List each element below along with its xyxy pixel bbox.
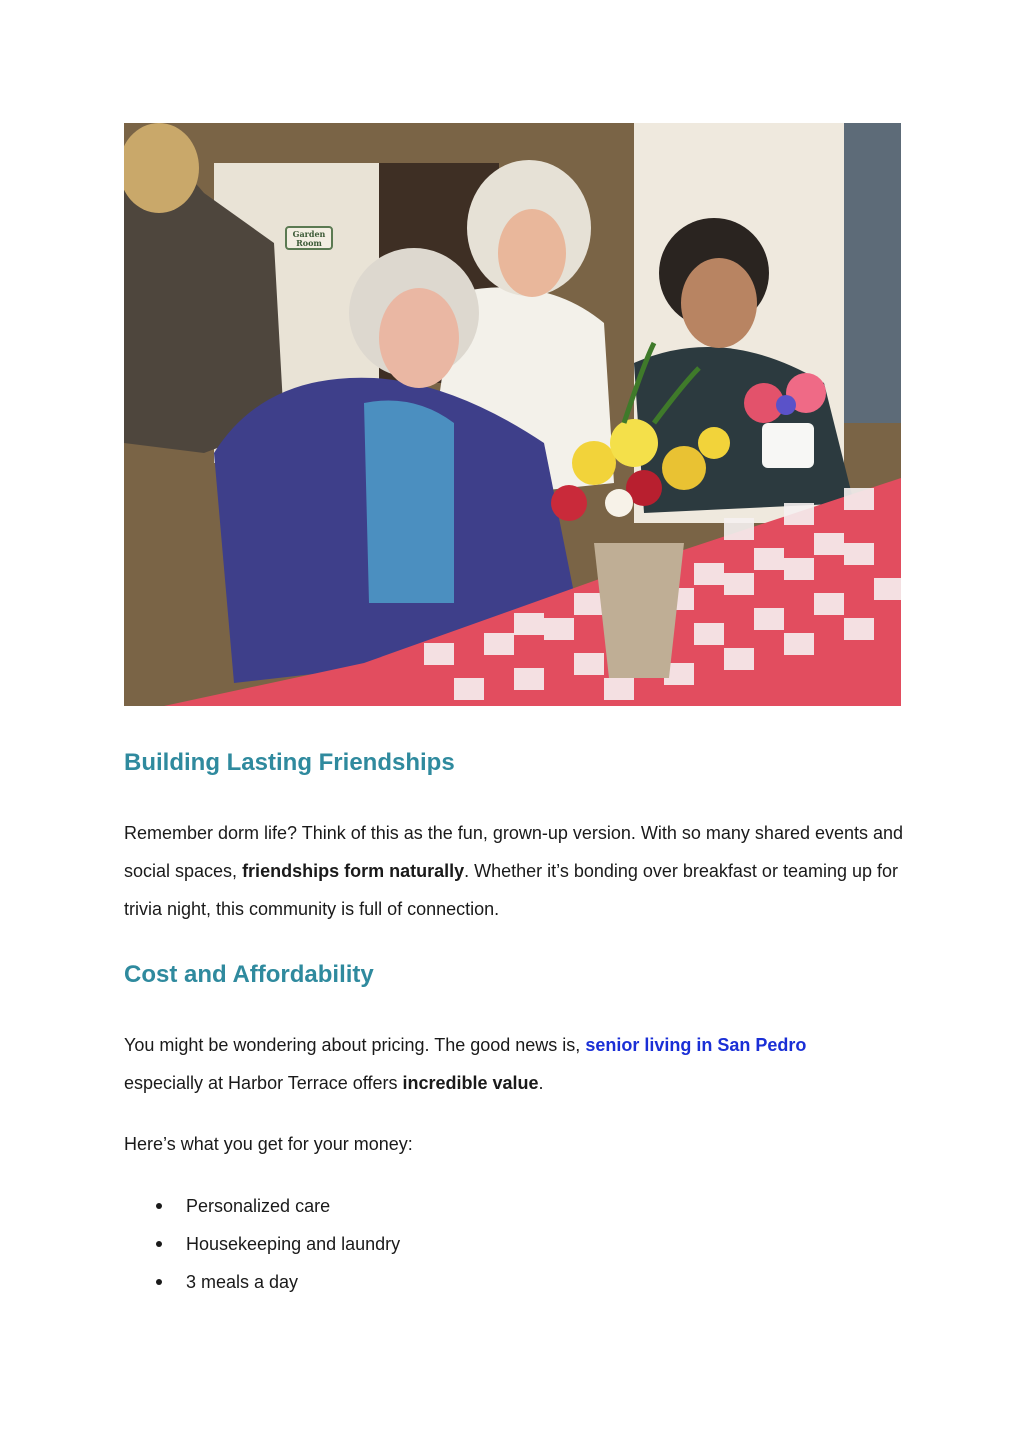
photo-illustration [124,123,901,706]
bullet-icon [156,1203,162,1209]
list-item-text: Housekeeping and laundry [186,1234,401,1254]
pricing-text-start: You might be wondering about pricing. The good news is, [124,1035,586,1055]
list-item [154,1263,400,1301]
benefits-list [154,1187,400,1301]
sign-text-line2: Room [296,238,322,248]
friendships-bold: friendships form naturally [242,861,465,881]
friendships-text-start: Remember dorm life? Think of this as the fun, grown-up version. With so many shared events and social spaces, [124,823,904,881]
bullet-icon [156,1241,162,1247]
paragraph-friendships [124,814,904,928]
paragraph-pricing [124,1026,904,1102]
document-page [124,123,904,1292]
bullet-icon [156,1279,162,1285]
pricing-text-mid: especially at Harbor Terrace offers [124,1073,403,1093]
pricing-bold: incredible value [402,1073,539,1093]
friendships-text-end: . Whether it’s bonding over breakfast or teaming up for trivia night, this community is full of connection. [124,861,899,919]
list-item-text: 3 meals a day [186,1272,299,1292]
list-item-text: Personalized care [186,1196,331,1216]
senior-living-san-pedro-link[interactable]: senior living in San Pedro [585,1035,807,1055]
heading-cost-affordability: Cost and Affordability [124,961,374,988]
paragraph-what-you-get: Here’s what you get for your money: [124,1134,413,1154]
list-item [154,1187,400,1225]
sign-text-line1: Garden [292,229,326,239]
photo-three-women-at-table [124,123,901,706]
pricing-text-end: . [538,1073,544,1093]
heading-building-friendships: Building Lasting Friendships [124,749,455,776]
list-item [154,1225,400,1263]
